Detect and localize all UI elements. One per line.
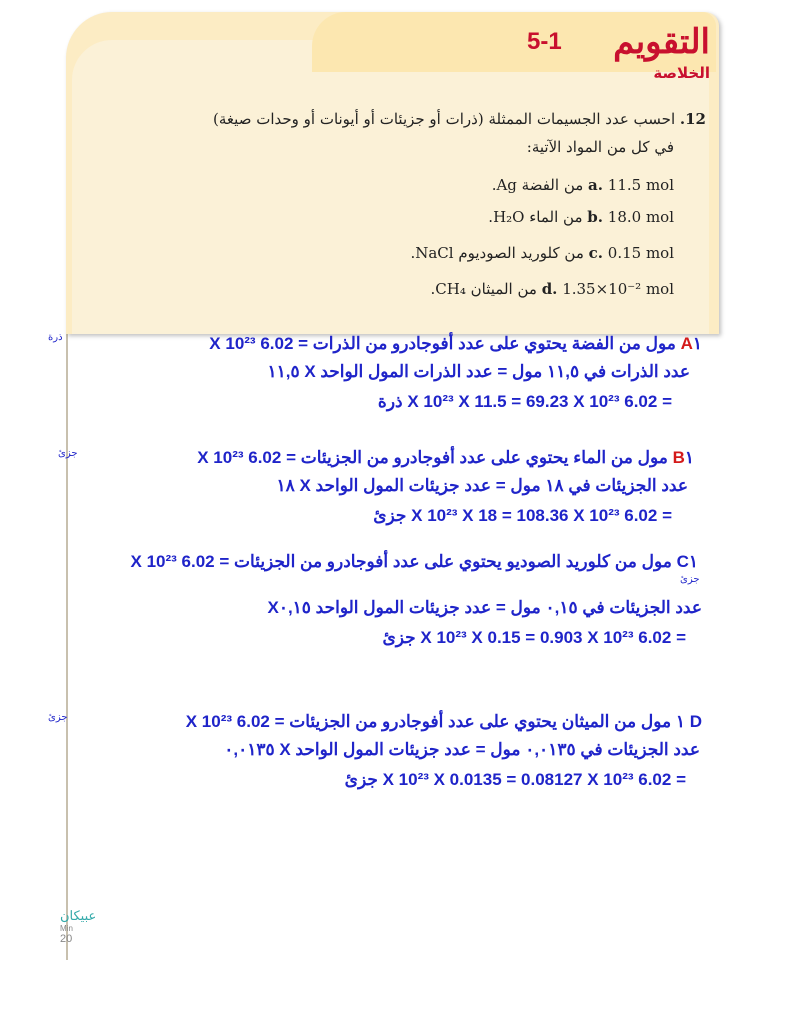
section-number: 5-1 xyxy=(527,28,562,55)
publisher-logo-text: Min xyxy=(60,924,73,933)
answer-d-line3: = 6.02 X 10²³ X 0.0135 = 0.08127 X 10²³ جزئ xyxy=(344,770,686,789)
answer-a-line3: = 6.02 X 10²³ X 11.5 = 69.23 X 10²³ ذرة xyxy=(377,392,672,411)
publisher-logo xyxy=(60,908,96,945)
question-part-d: d. 1.35×10⁻² mol من الميثان CH₄. xyxy=(430,280,674,298)
section-title: التقويم xyxy=(613,22,710,62)
answer-a-line1: A١ مول من الفضة يحتوي على عدد أفوجادرو من الذرات = 6.02 X 10²³ xyxy=(209,334,702,353)
answer-c-line3: = 6.02 X 10²³ X 0.15 = 0.903 X 10²³ جزئ xyxy=(382,628,686,647)
answer-b-letter: B xyxy=(672,448,685,467)
answer-c-line2: عدد الجزيئات في ٠,١٥ مول = عدد جزيئات المول الواحد X٠,١٥ xyxy=(267,598,702,617)
question-part-b: b. 18.0 mol من الماء H₂O. xyxy=(488,208,674,226)
publisher-year: 20 xyxy=(60,933,73,945)
question-line1: احسب عدد الجسيمات الممثلة (ذرات أو جزيئات أو أيونات أو وحدات صيغة) xyxy=(213,110,676,128)
section-subtitle: الخلاصة xyxy=(653,64,710,82)
answer-d-letter: D xyxy=(689,712,702,731)
answer-c-letter: C xyxy=(676,552,689,571)
question-stem xyxy=(213,110,706,128)
answer-c-line1: C١ مول من كلوريد الصوديو يحتوي على عدد أفوجادرو من الجزيئات = 6.02 X 10²³ xyxy=(130,552,698,571)
answer-b-line1: B١ مول من الماء يحتوي على عدد أفوجادرو من الجزيئات = 6.02 X 10²³ xyxy=(197,448,694,467)
question-number: 12. xyxy=(679,110,706,128)
answer-b-unit-tag: جزئ xyxy=(58,448,78,459)
answer-b-line2: عدد الجزيئات في ١٨ مول = عدد جزيئات المول الواحد X ١٨ xyxy=(276,476,688,495)
answer-a-line2: عدد الذرات في ١١,٥ مول = عدد الذرات المول الواحد X ١١,٥ xyxy=(267,362,690,381)
answer-b-line3: = 6.02 X 10²³ X 18 = 108.36 X 10²³ جزئ xyxy=(373,506,672,525)
answer-a-unit-tag: ذرة xyxy=(48,332,63,343)
answer-d-line2: عدد الجزيئات في ٠,٠١٣٥ مول = عدد جزيئات المول الواحد X ٠,٠١٣٥ xyxy=(224,740,700,759)
publisher-logo-mark: عبيكان xyxy=(60,908,97,923)
answer-d-unit-tag: جزئ xyxy=(48,712,68,723)
answer-c-unit-tag: جزئ xyxy=(680,574,700,585)
question-part-a: a. 11.5 mol من الفضة Ag. xyxy=(491,176,674,194)
question-line2: في كل من المواد الآتية: xyxy=(526,138,674,156)
answer-a-letter: A xyxy=(680,334,693,353)
question-part-c: c. 0.15 mol من كلوريد الصوديوم NaCl. xyxy=(410,244,674,262)
answer-d-line1: D ١ مول من الميثان يحتوي على عدد أفوجادرو من الجزيئات = 6.02 X 10²³ xyxy=(185,712,702,731)
